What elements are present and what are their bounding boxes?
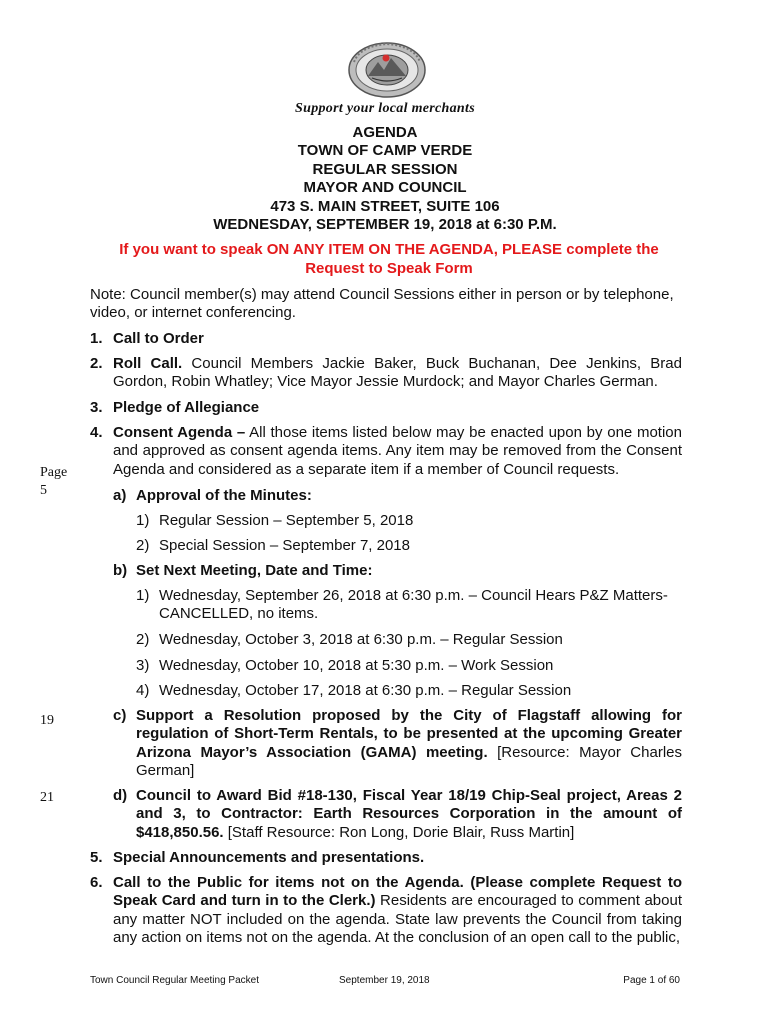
item-roll-call: Roll Call. Council Members Jackie Baker, Buck Buchanan, Dee Jenkins, Brad Gordon, Robin Whatley; Vice Mayor Jessie Murdock; and Mayor Charles German. (113, 355, 682, 391)
item-number: 3. (90, 399, 103, 416)
minutes-special-session: Special Session – September 7, 2018 (159, 537, 410, 554)
subitem-flagstaff-resolution: Support a Resolution proposed by the City of Flagstaff allowing for regulation of Short-Term Rentals, to be presented at the upcoming Greater Arizona Mayor’s Association (GAMA) meeting. [Resource: Mayor Charles German] (136, 707, 682, 780)
item-number: 1. (90, 330, 103, 347)
attendance-note: Note: Council member(s) may attend Council Sessions either in person or by telephone, video, or internet conferencing. (90, 286, 674, 322)
session-type: REGULAR SESSION (312, 160, 458, 178)
item-call-to-public: Call to the Public for items not on the Agenda. (Please complete Request to Speak Card and turn in to the Clerk.) Residents are encouraged to comment about any matter NOT included on the agenda. State law prevents the Council from taking any action on items not on the agenda. At the conclusion of an open call to the public, (113, 874, 682, 947)
subitem-letter: a) (113, 487, 127, 504)
footer-page-number: Page 1 of 60 (623, 975, 680, 986)
meeting-number: 1) (136, 587, 150, 604)
item-pledge: Pledge of Allegiance (113, 399, 260, 416)
subitem-next-meeting: Set Next Meeting, Date and Time: (136, 562, 373, 579)
margin-page-ref: 21 (40, 790, 54, 805)
margin-page-ref: 5 (40, 483, 47, 498)
margin-page-label: Page (40, 465, 68, 480)
meeting-oct-17: Wednesday, October 17, 2018 at 6:30 p.m. – Regular Session (159, 682, 572, 699)
subitem-chip-seal-bid: Council to Award Bid #18-130, Fiscal Year 18/19 Chip-Seal project, Areas 2 and 3, to Contractor: Earth Resources Corporation in the amount of $418,850.56. [Staff Resource: Ron Long, Dorie Blair, Russ Martin] (136, 787, 682, 841)
meeting-oct-10: Wednesday, October 10, 2018 at 5:30 p.m. – Work Session (159, 657, 554, 674)
footer-packet-title: Town Council Regular Meeting Packet (90, 975, 259, 986)
meeting-oct-3: Wednesday, October 3, 2018 at 6:30 p.m. – Regular Session (159, 631, 563, 648)
body-name: MAYOR AND COUNCIL (303, 179, 467, 197)
item-number: 2. (90, 355, 103, 372)
footer-date: September 19, 2018 (339, 975, 430, 986)
item-call-to-order: Call to Order (113, 330, 204, 347)
speak-request-notice: If you want to speak ON ANY ITEM ON THE AGENDA, PLEASE complete the Request to Speak Form (119, 241, 659, 277)
minutes-number: 1) (136, 512, 150, 529)
item-number: 4. (90, 424, 103, 441)
item-special-announcements: Special Announcements and presentations. (113, 849, 425, 866)
meeting-address: 473 S. MAIN STREET, SUITE 106 (270, 197, 500, 215)
meeting-sep-26: Wednesday, September 26, 2018 at 6:30 p.m. – Council Hears P&Z Matters-CANCELLED, no items. (159, 587, 668, 623)
subitem-approval-of-minutes: Approval of the Minutes: (136, 487, 312, 504)
margin-page-ref: 19 (40, 713, 54, 728)
town-name: TOWN OF CAMP VERDE (297, 142, 473, 160)
town-seal-logo (346, 40, 428, 100)
meeting-number: 4) (136, 682, 150, 699)
item-number: 5. (90, 849, 103, 866)
subitem-letter: c) (113, 707, 127, 724)
minutes-regular-session: Regular Session – September 5, 2018 (159, 512, 414, 529)
item-number: 6. (90, 874, 103, 891)
agenda-title: AGENDA (352, 124, 418, 141)
minutes-number: 2) (136, 537, 150, 554)
meeting-datetime: WEDNESDAY, SEPTEMBER 19, 2018 at 6:30 P.M. (213, 216, 557, 234)
item-consent-agenda: Consent Agenda – All those items listed below may be enacted upon by one motion and approved as consent agenda items. Any item may be removed from the Consent Agenda and considered as a separate item if a member of Council requests. (113, 424, 682, 478)
subitem-letter: d) (113, 787, 128, 804)
subitem-letter: b) (113, 562, 128, 579)
meeting-number: 2) (136, 631, 150, 648)
tagline: Support your local merchants (295, 101, 475, 116)
agenda-header (0, 124, 770, 234)
meeting-number: 3) (136, 657, 150, 674)
